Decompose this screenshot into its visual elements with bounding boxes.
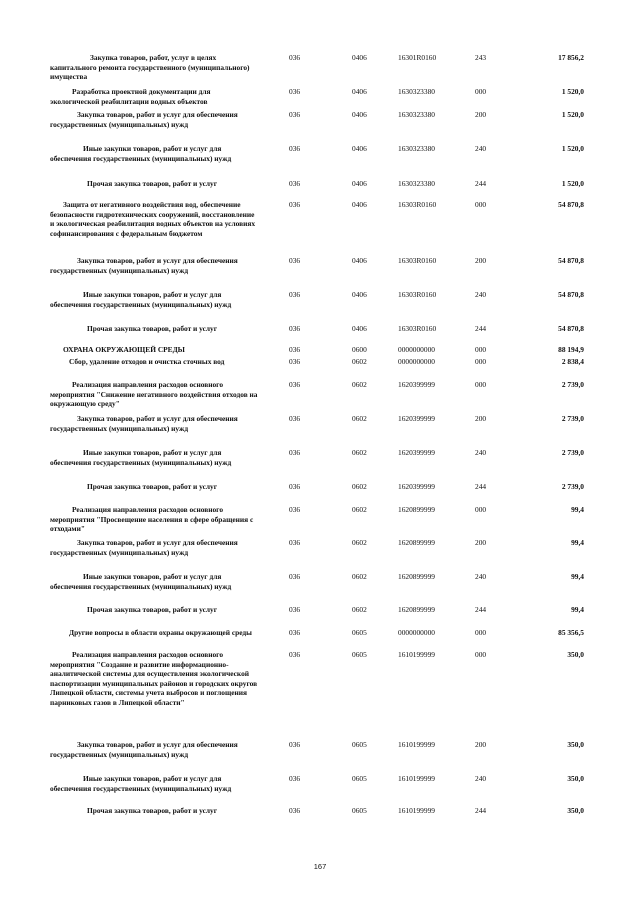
row-ved-code: 036 xyxy=(289,256,301,265)
row-ved-code: 036 xyxy=(289,774,301,783)
row-name: Иные закупки товаров, работ и услуг для обеспечения государственных (муниципальных) нужд xyxy=(50,144,232,163)
row-section-code: 0406 xyxy=(352,200,367,209)
row-ved-code: 036 xyxy=(289,144,301,153)
row-name: Защита от негативного воздействия вод, обеспечение безопасности гидротехнических сооружений, восстановление и экологическая реабилитация водных объектов на условиях софинансирования с федеральным бюджетом xyxy=(50,200,256,238)
row-target-code: 1620399999 xyxy=(398,380,435,389)
row-expense-type: 240 xyxy=(475,290,487,299)
row-ved-code: 036 xyxy=(289,740,301,749)
row-ved-code: 036 xyxy=(289,324,301,333)
row-section-code: 0602 xyxy=(352,380,367,389)
row-ved-code: 036 xyxy=(289,110,301,119)
row-target-code: 16301R0160 xyxy=(398,53,437,62)
row-name: Иные закупки товаров, работ и услуг для обеспечения государственных (муниципальных) нужд xyxy=(50,448,232,467)
row-ved-code: 036 xyxy=(289,345,301,354)
row-amount: 1 520,0 xyxy=(561,87,584,96)
page-number: 167 xyxy=(313,862,327,871)
row-ved-code: 036 xyxy=(289,605,301,614)
row-ved-code: 036 xyxy=(289,53,301,62)
row-expense-type: 000 xyxy=(475,357,487,366)
row-name: ОХРАНА ОКРУЖАЮЩЕЙ СРЕДЫ xyxy=(63,345,185,354)
row-expense-type: 244 xyxy=(475,605,487,614)
row-target-code: 1610199999 xyxy=(398,650,435,659)
row-name: Прочая закупка товаров, работ и услуг xyxy=(87,324,218,333)
row-section-code: 0602 xyxy=(352,414,367,423)
row-amount: 54 870,8 xyxy=(558,290,584,299)
row-name: Разработка проектной документации для экологической реабилитации водных объектов xyxy=(50,87,211,106)
row-expense-type: 200 xyxy=(475,740,487,749)
row-ved-code: 036 xyxy=(289,87,301,96)
row-ved-code: 036 xyxy=(289,448,301,457)
row-name: Иные закупки товаров, работ и услуг для обеспечения государственных (муниципальных) нужд xyxy=(50,774,232,793)
row-target-code: 1620399999 xyxy=(398,448,435,457)
row-expense-type: 240 xyxy=(475,572,487,581)
row-expense-type: 000 xyxy=(475,380,487,389)
row-expense-type: 000 xyxy=(475,628,487,637)
row-target-code: 1610199999 xyxy=(398,740,435,749)
row-section-code: 0406 xyxy=(352,179,367,188)
row-section-code: 0602 xyxy=(352,482,367,491)
row-section-code: 0605 xyxy=(352,806,367,815)
row-section-code: 0605 xyxy=(352,628,367,637)
row-expense-type: 244 xyxy=(475,806,487,815)
row-ved-code: 036 xyxy=(289,357,301,366)
row-amount: 85 356,5 xyxy=(558,628,584,637)
row-name: Прочая закупка товаров, работ и услуг xyxy=(87,482,218,491)
row-expense-type: 240 xyxy=(475,144,487,153)
row-name: Закупка товаров, работ и услуг для обеспечения государственных (муниципальных) нужд xyxy=(50,740,238,759)
row-name: Закупка товаров, работ и услуг для обеспечения государственных (муниципальных) нужд xyxy=(50,256,238,275)
row-amount: 54 870,8 xyxy=(558,256,584,265)
row-section-code: 0605 xyxy=(352,650,367,659)
row-name: Другие вопросы в области охраны окружающей среды xyxy=(69,628,252,637)
row-name: Иные закупки товаров, работ и услуг для обеспечения государственных (муниципальных) нужд xyxy=(50,572,232,591)
row-ved-code: 036 xyxy=(289,650,301,659)
row-name: Прочая закупка товаров, работ и услуг xyxy=(87,806,218,815)
row-ved-code: 036 xyxy=(289,628,301,637)
row-ved-code: 036 xyxy=(289,505,301,514)
row-amount: 2 739,0 xyxy=(561,482,584,491)
row-section-code: 0406 xyxy=(352,144,367,153)
row-expense-type: 200 xyxy=(475,414,487,423)
row-target-code: 1610199999 xyxy=(398,806,435,815)
row-ved-code: 036 xyxy=(289,380,301,389)
row-amount: 17 856,2 xyxy=(558,53,584,62)
row-amount: 2 739,0 xyxy=(561,448,584,457)
row-section-code: 0602 xyxy=(352,605,367,614)
row-target-code: 1620899999 xyxy=(398,605,435,614)
row-ved-code: 036 xyxy=(289,572,301,581)
row-target-code: 1620399999 xyxy=(398,414,435,423)
row-amount: 1 520,0 xyxy=(561,144,584,153)
row-amount: 99,4 xyxy=(571,605,584,614)
row-name: Закупка товаров, работ и услуг для обеспечения государственных (муниципальных) нужд xyxy=(50,110,238,129)
row-section-code: 0406 xyxy=(352,324,367,333)
row-ved-code: 036 xyxy=(289,414,301,423)
row-amount: 99,4 xyxy=(571,505,584,514)
row-name: Реализация направления расходов основного мероприятия "Создание и развитие информационно-аналитической системы для осуществления экологической паспортизации муниципальных районов и городских округов Липецкой области, системы учета выбросов и поглощения парниковых газов в Липецкой области" xyxy=(50,650,258,707)
row-expense-type: 244 xyxy=(475,324,487,333)
row-ved-code: 036 xyxy=(289,200,301,209)
row-expense-type: 000 xyxy=(475,505,487,514)
row-target-code: 0000000000 xyxy=(398,628,435,637)
row-amount: 350,0 xyxy=(567,774,584,783)
row-target-code: 1630323380 xyxy=(398,110,435,119)
row-ved-code: 036 xyxy=(289,806,301,815)
row-target-code: 0000000000 xyxy=(398,345,435,354)
row-amount: 54 870,8 xyxy=(558,200,584,209)
row-section-code: 0406 xyxy=(352,53,367,62)
row-ved-code: 036 xyxy=(289,290,301,299)
row-section-code: 0605 xyxy=(352,740,367,749)
row-name: Закупка товаров, работ, услуг в целях капитального ремонта государственного (муниципального) имущества xyxy=(50,53,250,81)
row-target-code: 1630323380 xyxy=(398,179,435,188)
row-expense-type: 000 xyxy=(475,650,487,659)
row-amount: 1 520,0 xyxy=(561,110,584,119)
row-ved-code: 036 xyxy=(289,538,301,547)
row-name: Прочая закупка товаров, работ и услуг xyxy=(87,179,218,188)
row-target-code: 1610199999 xyxy=(398,774,435,783)
row-expense-type: 000 xyxy=(475,87,487,96)
row-expense-type: 244 xyxy=(475,482,487,491)
row-amount: 2 739,0 xyxy=(561,414,584,423)
row-section-code: 0602 xyxy=(352,505,367,514)
row-expense-type: 200 xyxy=(475,538,487,547)
row-expense-type: 240 xyxy=(475,448,487,457)
row-expense-type: 240 xyxy=(475,774,487,783)
row-amount: 350,0 xyxy=(567,650,584,659)
row-expense-type: 200 xyxy=(475,110,487,119)
row-amount: 350,0 xyxy=(567,740,584,749)
row-target-code: 16303R0160 xyxy=(398,200,437,209)
row-section-code: 0600 xyxy=(352,345,367,354)
row-section-code: 0406 xyxy=(352,256,367,265)
row-target-code: 1620899999 xyxy=(398,505,435,514)
row-name: Закупка товаров, работ и услуг для обеспечения государственных (муниципальных) нужд xyxy=(50,538,238,557)
row-amount: 54 870,8 xyxy=(558,324,584,333)
row-section-code: 0602 xyxy=(352,572,367,581)
row-name: Закупка товаров, работ и услуг для обеспечения государственных (муниципальных) нужд xyxy=(50,414,238,433)
row-name: Иные закупки товаров, работ и услуг для обеспечения государственных (муниципальных) нужд xyxy=(50,290,232,309)
row-target-code: 0000000000 xyxy=(398,357,435,366)
row-expense-type: 243 xyxy=(475,53,487,62)
row-expense-type: 200 xyxy=(475,256,487,265)
row-target-code: 16303R0160 xyxy=(398,290,437,299)
row-ved-code: 036 xyxy=(289,179,301,188)
row-target-code: 1630323380 xyxy=(398,87,435,96)
row-target-code: 1630323380 xyxy=(398,144,435,153)
row-expense-type: 000 xyxy=(475,345,487,354)
row-amount: 2 838,4 xyxy=(561,357,584,366)
row-amount: 99,4 xyxy=(571,572,584,581)
row-name: Сбор, удаление отходов и очистка сточных вод xyxy=(69,357,225,366)
row-target-code: 1620899999 xyxy=(398,572,435,581)
row-target-code: 1620899999 xyxy=(398,538,435,547)
row-expense-type: 244 xyxy=(475,179,487,188)
row-section-code: 0406 xyxy=(352,87,367,96)
row-amount: 99,4 xyxy=(571,538,584,547)
row-ved-code: 036 xyxy=(289,482,301,491)
row-amount: 2 739,0 xyxy=(561,380,584,389)
row-name: Прочая закупка товаров, работ и услуг xyxy=(87,605,218,614)
row-section-code: 0605 xyxy=(352,774,367,783)
row-amount: 1 520,0 xyxy=(561,179,584,188)
row-amount: 350,0 xyxy=(567,806,584,815)
row-target-code: 16303R0160 xyxy=(398,256,437,265)
row-target-code: 16303R0160 xyxy=(398,324,437,333)
row-section-code: 0602 xyxy=(352,357,367,366)
row-target-code: 1620399999 xyxy=(398,482,435,491)
row-section-code: 0602 xyxy=(352,538,367,547)
row-expense-type: 000 xyxy=(475,200,487,209)
row-name: Реализация направления расходов основного мероприятия "Просвещение населения в сфере обращения с отходами" xyxy=(50,505,254,533)
row-amount: 88 194,9 xyxy=(558,345,584,354)
row-section-code: 0406 xyxy=(352,290,367,299)
row-section-code: 0602 xyxy=(352,448,367,457)
row-section-code: 0406 xyxy=(352,110,367,119)
row-name: Реализация направления расходов основного мероприятия "Снижение негативного воздействия отходов на окружающую среду" xyxy=(50,380,258,408)
